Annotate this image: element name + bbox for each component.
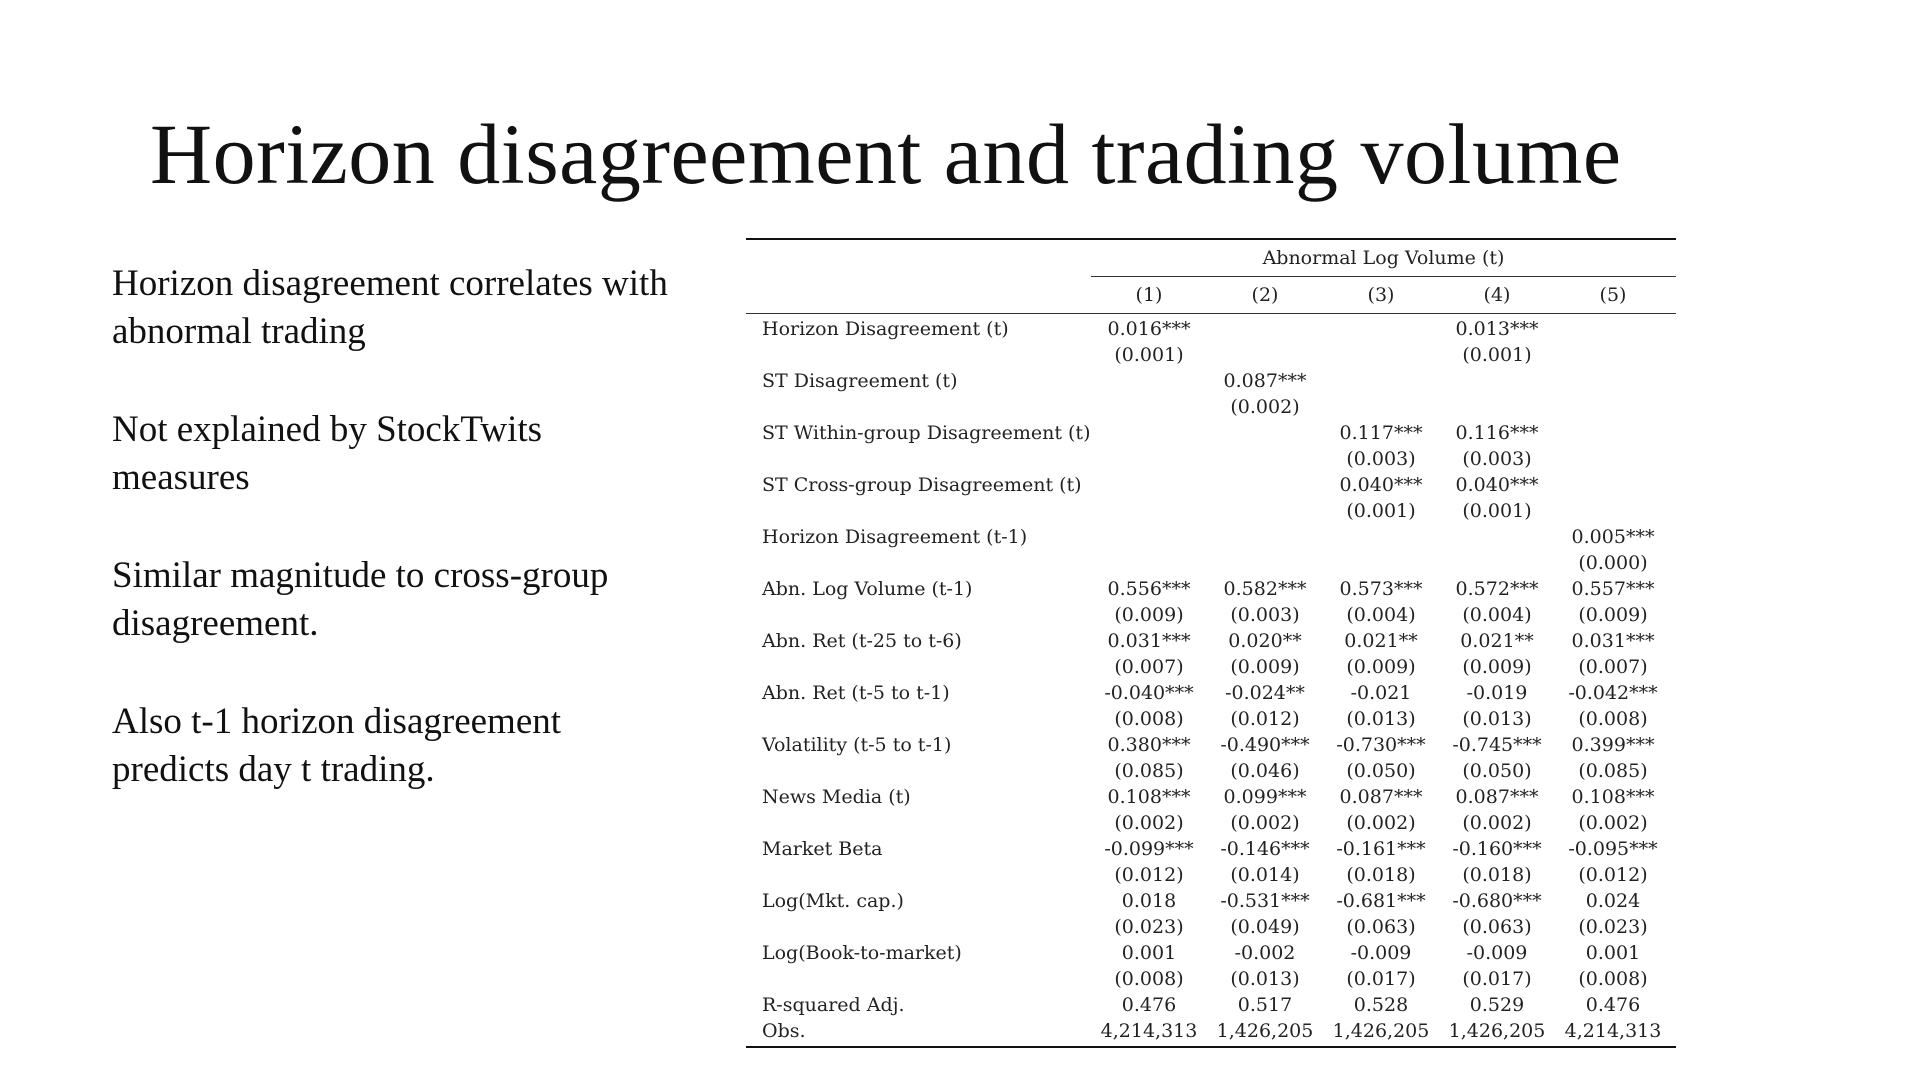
coefficient-cell: -0.099*** <box>1104 838 1194 860</box>
coefficient-cell: -0.146*** <box>1220 838 1310 860</box>
standard-error-cell: (0.003) <box>1346 448 1416 470</box>
standard-error-cell: (0.050) <box>1462 760 1532 782</box>
table-row <box>746 420 1676 472</box>
standard-error-cell: (0.002) <box>1230 396 1300 418</box>
standard-error-cell <box>1439 552 1555 574</box>
standard-error-cell: (0.063) <box>1462 916 1532 938</box>
row-label: ST Within-group Disagreement (t) <box>762 422 1091 444</box>
standard-error-cell: (0.000) <box>1578 552 1648 574</box>
coefficient-cell <box>1323 526 1439 548</box>
coefficient-cell: 0.040*** <box>1339 474 1423 496</box>
table-bottom-rule <box>746 1046 1676 1048</box>
coefficient-cell: -0.490*** <box>1220 734 1310 756</box>
coefficient-cell <box>1323 318 1439 340</box>
coefficient-cell: -0.009 <box>1466 942 1528 964</box>
table-row <box>746 524 1676 576</box>
coefficient-cell <box>1555 370 1671 392</box>
coefficient-cell: 0.020** <box>1228 630 1302 652</box>
coefficient-cell: -0.531*** <box>1220 890 1310 912</box>
coefficient-cell: -0.002 <box>1234 942 1296 964</box>
table-row <box>746 472 1676 524</box>
standard-error-cell: (0.046) <box>1230 760 1300 782</box>
stat-value-cell: 1,426,205 <box>1448 1020 1546 1042</box>
standard-error-cell: (0.003) <box>1230 604 1300 626</box>
coefficient-cell: 0.005*** <box>1571 526 1655 548</box>
standard-error-cell: (0.001) <box>1346 500 1416 522</box>
column-header-row <box>746 277 1676 313</box>
slide-title: Horizon disagreement and trading volume <box>150 106 1622 202</box>
row-label: ST Cross-group Disagreement (t) <box>762 474 1082 496</box>
row-label: News Media (t) <box>762 786 911 808</box>
standard-error-cell: (0.002) <box>1346 812 1416 834</box>
coefficient-cell: 0.099*** <box>1223 786 1307 808</box>
table-row <box>746 836 1676 888</box>
standard-error-cell <box>1207 344 1323 366</box>
column-header: (1) <box>1135 284 1163 306</box>
standard-error-cell <box>1555 344 1671 366</box>
coefficient-cell <box>1207 474 1323 496</box>
coefficient-cell <box>1091 422 1207 444</box>
bullet-not-explained: Not explained by StockTwits measures <box>112 409 543 498</box>
stat-value-cell: 0.517 <box>1237 994 1293 1016</box>
standard-error-cell: (0.085) <box>1114 760 1184 782</box>
coefficient-cell <box>1207 526 1323 548</box>
coefficient-cell: 0.108*** <box>1571 786 1655 808</box>
row-label: Horizon Disagreement (t-1) <box>762 526 1028 548</box>
table-stats <box>746 992 1676 1046</box>
coefficient-cell: -0.161*** <box>1336 838 1426 860</box>
column-header: (2) <box>1251 284 1279 306</box>
row-label: Horizon Disagreement (t) <box>762 318 1009 340</box>
dependent-variable-rule <box>746 276 1676 277</box>
coefficient-cell <box>1439 526 1555 548</box>
bullet-list <box>112 260 672 844</box>
standard-error-cell: (0.017) <box>1346 968 1416 990</box>
standard-error-cell: (0.001) <box>1462 344 1532 366</box>
standard-error-cell: (0.009) <box>1578 604 1648 626</box>
coefficient-cell: 0.031*** <box>1107 630 1191 652</box>
coefficient-cell: 0.087*** <box>1455 786 1539 808</box>
dependent-variable-row <box>746 240 1676 276</box>
coefficient-cell: 0.582*** <box>1223 578 1307 600</box>
standard-error-cell <box>1555 448 1671 470</box>
standard-error-cell: (0.012) <box>1114 864 1184 886</box>
coefficient-cell: 0.557*** <box>1571 578 1655 600</box>
row-label: Log(Mkt. cap.) <box>762 890 904 912</box>
standard-error-cell <box>1207 552 1323 574</box>
table-row <box>746 628 1676 680</box>
coefficient-cell <box>1555 474 1671 496</box>
standard-error-cell: (0.002) <box>1462 812 1532 834</box>
standard-error-cell: (0.002) <box>1114 812 1184 834</box>
bullet-t-minus-1: Also t-1 horizon disagreement predicts day t trading. <box>112 701 562 790</box>
standard-error-cell <box>1091 448 1207 470</box>
row-label: Abn. Ret (t-25 to t-6) <box>762 630 962 652</box>
coefficient-cell: 0.013*** <box>1455 318 1539 340</box>
coefficient-cell: 0.021** <box>1344 630 1418 652</box>
dependent-variable-label: Abnormal Log Volume (t) <box>1262 247 1505 269</box>
standard-error-cell <box>1555 500 1671 522</box>
standard-error-cell: (0.018) <box>1346 864 1416 886</box>
standard-error-cell: (0.013) <box>1346 708 1416 730</box>
coefficient-cell <box>1555 318 1671 340</box>
standard-error-cell: (0.050) <box>1346 760 1416 782</box>
coefficient-cell: 0.087*** <box>1339 786 1423 808</box>
coefficient-cell <box>1207 318 1323 340</box>
standard-error-cell <box>1091 552 1207 574</box>
standard-error-cell: (0.007) <box>1114 656 1184 678</box>
standard-error-cell <box>1091 500 1207 522</box>
coefficient-cell: 0.087*** <box>1223 370 1307 392</box>
coefficient-cell: -0.009 <box>1350 942 1412 964</box>
standard-error-cell <box>1439 396 1555 418</box>
coefficient-cell: -0.019 <box>1466 682 1528 704</box>
coefficient-cell: -0.024** <box>1225 682 1305 704</box>
coefficient-cell: -0.730*** <box>1336 734 1426 756</box>
standard-error-cell: (0.085) <box>1578 760 1648 782</box>
table-row <box>746 576 1676 628</box>
coefficient-cell: 0.001 <box>1585 942 1641 964</box>
column-header: (5) <box>1599 284 1627 306</box>
row-label: Abn. Ret (t-5 to t-1) <box>762 682 950 704</box>
table-row <box>746 680 1676 732</box>
standard-error-cell: (0.008) <box>1578 968 1648 990</box>
stat-value-cell: 1,426,205 <box>1332 1020 1430 1042</box>
standard-error-cell: (0.009) <box>1230 656 1300 678</box>
stat-row <box>746 992 1676 1018</box>
standard-error-cell: (0.007) <box>1578 656 1648 678</box>
coefficient-cell: -0.095*** <box>1568 838 1658 860</box>
coefficient-cell: 0.031*** <box>1571 630 1655 652</box>
coefficient-cell: -0.040*** <box>1104 682 1194 704</box>
coefficient-cell: 0.116*** <box>1455 422 1539 444</box>
table-row <box>746 940 1676 992</box>
stat-value-cell: 0.476 <box>1585 994 1641 1016</box>
row-label: Log(Book-to-market) <box>762 942 962 964</box>
coefficient-cell: 0.016*** <box>1107 318 1191 340</box>
table-row <box>746 732 1676 784</box>
coefficient-cell <box>1091 526 1207 548</box>
standard-error-cell: (0.009) <box>1114 604 1184 626</box>
standard-error-cell: (0.012) <box>1578 864 1648 886</box>
coefficient-cell: 0.108*** <box>1107 786 1191 808</box>
stat-value-cell: 0.528 <box>1353 994 1409 1016</box>
stat-label: R-squared Adj. <box>762 994 905 1016</box>
standard-error-cell: (0.004) <box>1346 604 1416 626</box>
standard-error-cell: (0.049) <box>1230 916 1300 938</box>
coefficient-cell: 0.380*** <box>1107 734 1191 756</box>
standard-error-cell <box>1091 396 1207 418</box>
coefficient-cell: 0.572*** <box>1455 578 1539 600</box>
standard-error-cell: (0.013) <box>1230 968 1300 990</box>
coefficient-cell: -0.680*** <box>1452 890 1542 912</box>
table-row <box>746 368 1676 420</box>
row-label: Abn. Log Volume (t-1) <box>762 578 973 600</box>
row-label: Volatility (t-5 to t-1) <box>762 734 952 756</box>
coefficient-cell: -0.681*** <box>1336 890 1426 912</box>
coefficient-cell: 0.556*** <box>1107 578 1191 600</box>
standard-error-cell <box>1207 500 1323 522</box>
standard-error-cell: (0.002) <box>1578 812 1648 834</box>
standard-error-cell: (0.002) <box>1230 812 1300 834</box>
coefficient-cell: -0.021 <box>1350 682 1412 704</box>
standard-error-cell: (0.063) <box>1346 916 1416 938</box>
standard-error-cell: (0.001) <box>1114 344 1184 366</box>
coefficient-cell <box>1207 422 1323 444</box>
coefficient-cell <box>1439 370 1555 392</box>
coefficient-cell: 0.018 <box>1121 890 1177 912</box>
stat-value-cell: 1,426,205 <box>1216 1020 1314 1042</box>
standard-error-cell: (0.009) <box>1462 656 1532 678</box>
standard-error-cell: (0.008) <box>1114 708 1184 730</box>
regression-table <box>746 238 1676 1048</box>
coefficient-cell: 0.040*** <box>1455 474 1539 496</box>
standard-error-cell: (0.009) <box>1346 656 1416 678</box>
standard-error-cell <box>1555 396 1671 418</box>
coefficient-cell <box>1091 370 1207 392</box>
table-row <box>746 888 1676 940</box>
stat-value-cell: 0.476 <box>1121 994 1177 1016</box>
coefficient-cell <box>1091 474 1207 496</box>
coefficient-cell: -0.160*** <box>1452 838 1542 860</box>
standard-error-cell: (0.008) <box>1114 968 1184 990</box>
row-label: ST Disagreement (t) <box>762 370 958 392</box>
coefficient-cell: 0.001 <box>1121 942 1177 964</box>
stat-value-cell: 0.529 <box>1469 994 1525 1016</box>
coefficient-cell: 0.021** <box>1460 630 1534 652</box>
table-row <box>746 316 1676 368</box>
table-row <box>746 784 1676 836</box>
coefficient-cell: 0.399*** <box>1571 734 1655 756</box>
standard-error-cell: (0.003) <box>1462 448 1532 470</box>
standard-error-cell: (0.017) <box>1462 968 1532 990</box>
column-header: (4) <box>1483 284 1511 306</box>
standard-error-cell: (0.014) <box>1230 864 1300 886</box>
row-label: Market Beta <box>762 838 883 860</box>
standard-error-cell <box>1323 396 1439 418</box>
standard-error-cell <box>1323 344 1439 366</box>
standard-error-cell <box>1207 448 1323 470</box>
stat-value-cell: 4,214,313 <box>1564 1020 1662 1042</box>
bullet-horizon-correlates: Horizon disagreement correlates with abnormal trading <box>112 263 668 352</box>
coefficient-cell: 0.573*** <box>1339 578 1423 600</box>
coefficient-cell <box>1555 422 1671 444</box>
standard-error-cell: (0.023) <box>1578 916 1648 938</box>
bullet-similar-magnitude: Similar magnitude to cross-group disagreement. <box>112 555 609 644</box>
coefficient-cell <box>1323 370 1439 392</box>
standard-error-cell: (0.008) <box>1578 708 1648 730</box>
stat-value-cell: 4,214,313 <box>1100 1020 1198 1042</box>
coefficient-cell: -0.042*** <box>1568 682 1658 704</box>
standard-error-cell: (0.018) <box>1462 864 1532 886</box>
standard-error-cell: (0.004) <box>1462 604 1532 626</box>
coefficient-cell: 0.024 <box>1585 890 1641 912</box>
coefficient-cell: 0.117*** <box>1339 422 1423 444</box>
column-header: (3) <box>1367 284 1395 306</box>
stat-row <box>746 1018 1676 1044</box>
table-body <box>746 314 1676 992</box>
standard-error-cell <box>1323 552 1439 574</box>
coefficient-cell: -0.745*** <box>1452 734 1542 756</box>
standard-error-cell: (0.012) <box>1230 708 1300 730</box>
standard-error-cell: (0.023) <box>1114 916 1184 938</box>
standard-error-cell: (0.013) <box>1462 708 1532 730</box>
standard-error-cell: (0.001) <box>1462 500 1532 522</box>
stat-label: Obs. <box>762 1020 806 1042</box>
